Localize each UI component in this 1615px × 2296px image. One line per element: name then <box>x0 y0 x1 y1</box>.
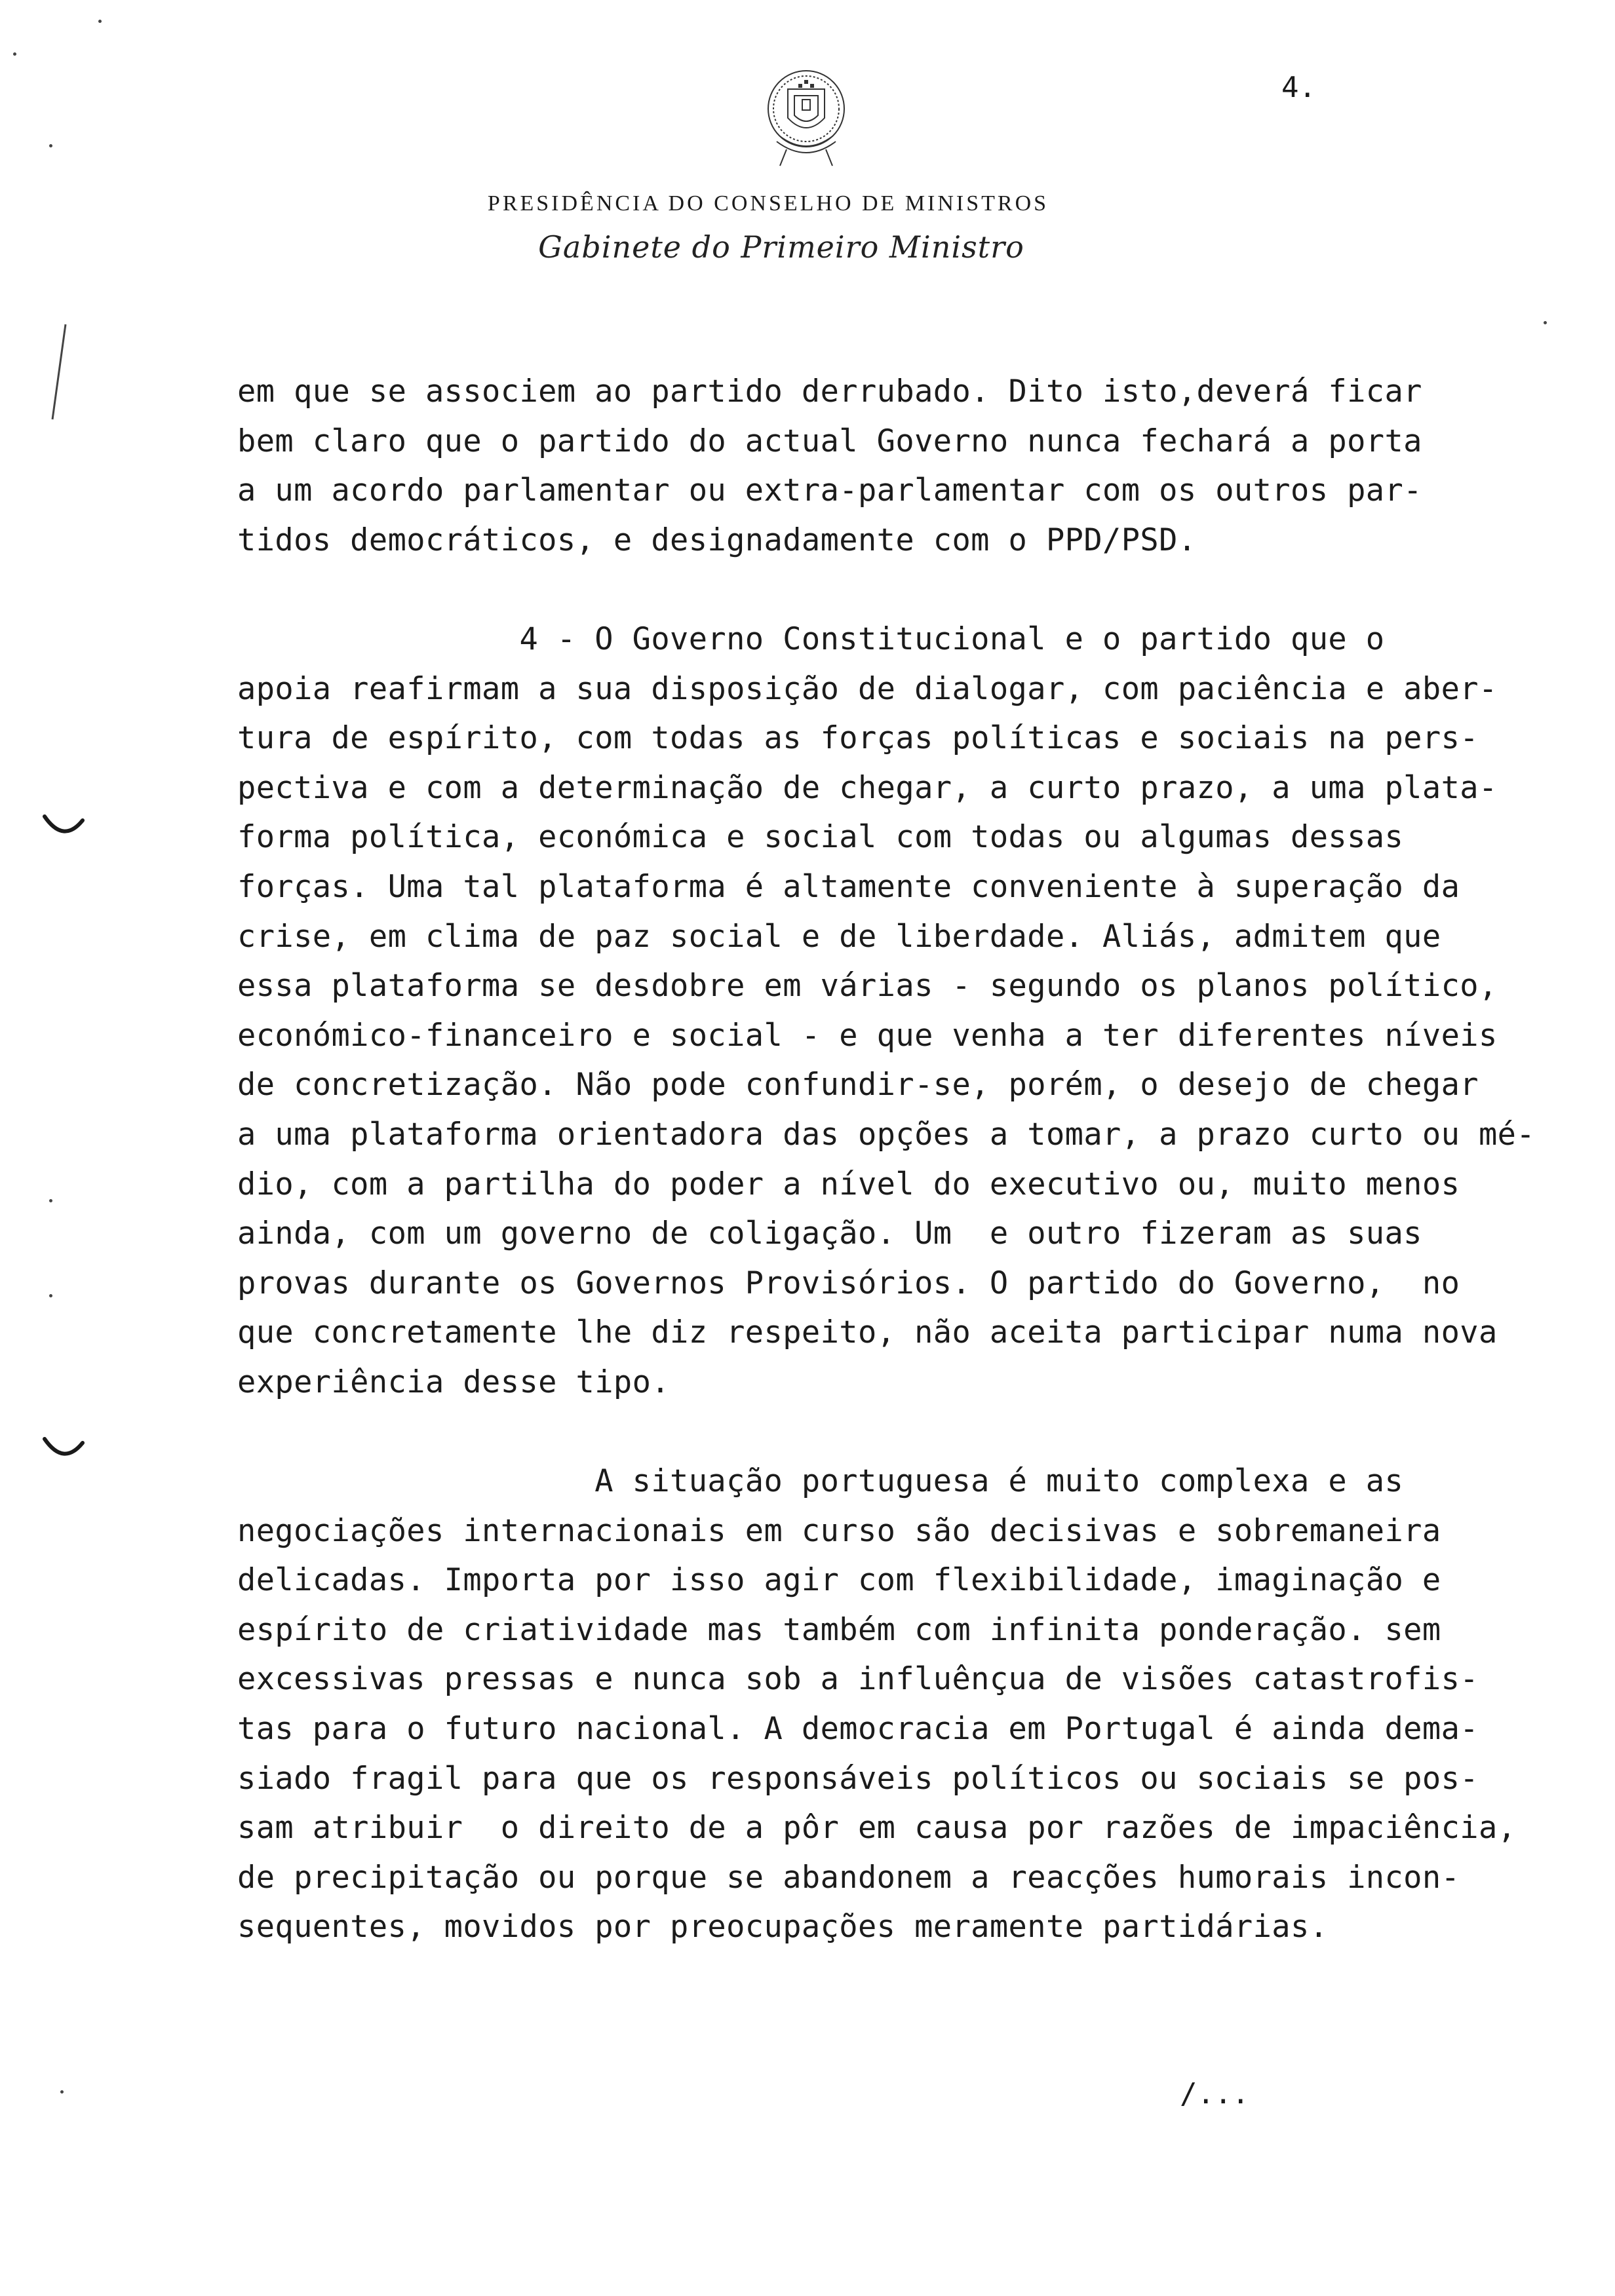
speck <box>13 52 16 56</box>
paragraph <box>237 615 1535 1407</box>
letterhead-subtitle: Gabinete do Primeiro Ministro <box>538 229 1024 265</box>
text-line: delicadas. Importa por isso agir com flexibilidade, imaginação e <box>237 1562 1441 1599</box>
text-line: provas durante os Governos Provisórios. O partido do Governo, no <box>237 1265 1460 1301</box>
text-line: de concretização. Não pode confundir-se, porém, o desejo de chegar <box>237 1067 1479 1103</box>
text-line: em que se associem ao partido derrubado. Dito isto,deverá ficar <box>237 373 1422 410</box>
document-body <box>237 367 1535 1952</box>
paragraph <box>237 367 1535 565</box>
text-line: ainda, com um governo de coligação. Um e outro fizeram as suas <box>237 1215 1422 1252</box>
text-line: tura de espírito, com todas as forças políticas e sociais na pers- <box>237 720 1479 757</box>
text-line: forças. Uma tal plataforma é altamente conveniente à superação da <box>237 868 1460 905</box>
continuation-mark: /... <box>1180 2077 1249 2111</box>
speck <box>49 1199 52 1202</box>
letterhead-title: PRESIDÊNCIA DO CONSELHO DE MINISTROS <box>487 191 1049 216</box>
text-line: pectiva e com a determinação de chegar, a curto prazo, a uma plata- <box>237 769 1498 806</box>
text-line: excessivas pressas e nunca sob a influênçua de visões catastrofis- <box>237 1661 1479 1698</box>
text-line: bem claro que o partido do actual Governo nunca fechará a porta <box>237 423 1422 459</box>
text-line: que concretamente lhe diz respeito, não aceita participar numa nova <box>237 1314 1498 1351</box>
text-line: experiência desse tipo. <box>237 1364 671 1400</box>
text-line: crise, em clima de paz social e de liberdade. Aliás, admitem que <box>237 918 1441 955</box>
coat-of-arms-emblem <box>741 58 872 176</box>
text-line: de precipitação ou porque se abandonem a reacções humorais incon- <box>237 1859 1460 1896</box>
speck <box>98 20 102 23</box>
text-line: tidos democráticos, e designadamente com o PPD/PSD. <box>237 522 1197 558</box>
speck <box>60 2090 64 2094</box>
paragraph <box>237 1457 1535 1952</box>
text-line: dio, com a partilha do poder a nível do executivo ou, muito menos <box>237 1166 1460 1202</box>
text-line: siado fragil para que os responsáveis políticos ou sociais se pos- <box>237 1760 1479 1797</box>
page-number: 4. <box>1281 71 1316 104</box>
speck <box>49 1294 52 1297</box>
text-line: espírito de criatividade mas também com infinita ponderação. sem <box>237 1611 1441 1648</box>
text-line: a um acordo parlamentar ou extra-parlamentar com os outros par- <box>237 472 1422 509</box>
text-line: essa plataforma se desdobre em várias - segundo os planos político, <box>237 968 1498 1004</box>
text-line: económico-financeiro e social - e que venha a ter diferentes níveis <box>237 1017 1498 1054</box>
text-line: a uma plataforma orientadora das opções a tomar, a prazo curto ou mé- <box>237 1116 1536 1153</box>
speck <box>49 144 52 147</box>
text-line: 4 - O Governo Constitucional e o partido que o <box>237 621 1385 657</box>
speck <box>1544 321 1547 324</box>
text-line: A situação portuguesa é muito complexa e as <box>237 1463 1404 1500</box>
text-line: apoia reafirmam a sua disposição de dialogar, com paciência e aber- <box>237 670 1498 707</box>
text-line: negociações internacionais em curso são decisivas e sobremaneira <box>237 1512 1441 1549</box>
margin-pen-stroke <box>46 321 72 432</box>
text-line: forma política, económica e social com todas ou algumas dessas <box>237 819 1404 856</box>
text-line: sam atribuir o direito de a pôr em causa por razões de impaciência, <box>237 1810 1517 1846</box>
text-line: sequentes, movidos por preocupações meramente partidárias. <box>237 1909 1329 1945</box>
text-line: tas para o futuro nacional. A democracia em Portugal é ainda dema- <box>237 1711 1479 1748</box>
binder-hole-mark <box>41 806 87 852</box>
binder-hole-mark <box>41 1428 87 1474</box>
